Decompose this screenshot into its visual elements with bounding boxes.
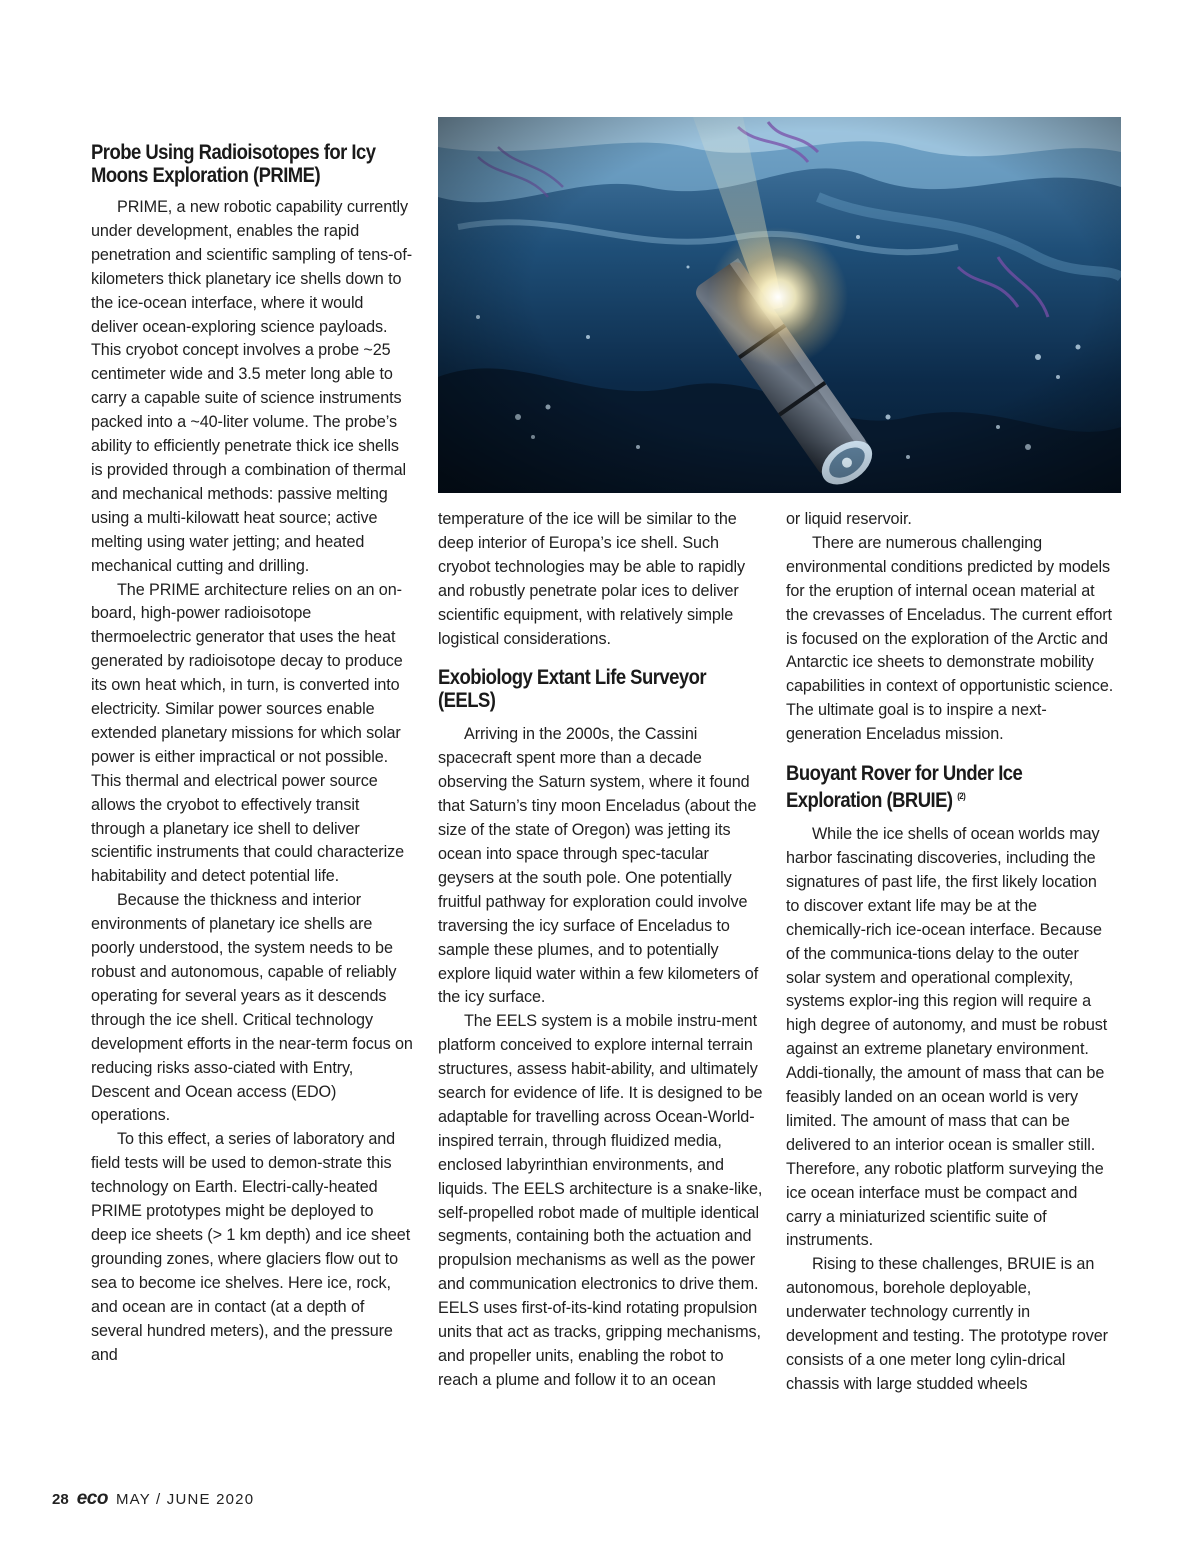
heading-eels: Exobiology Extant Life Surveyor (EELS) [438, 666, 707, 713]
column-1 [91, 141, 413, 1367]
page-footer [52, 1488, 254, 1510]
paragraph: Rising to these challenges, BRUIE is an autonomous, borehole deployable, underwater technology currently in development and testing. The prototype rover consists of a one meter long cylin-drical chassis with large studded wheels [786, 1255, 1108, 1393]
page-number: 28 [52, 1491, 69, 1508]
paragraph: temperature of the ice will be similar to the deep interior of Europa’s ice shell. Such cryobot technologies may be able to rapidly and robustly penetrate polar ices to deliver scientific equipment, with relatively simple logistical considerations. [438, 510, 746, 648]
paragraph: The EELS system is a mobile instru-ment platform conceived to explore internal terrain structures, assess habit-ability, and ultimately search for evidence of life. It is designed to be adaptable for travelling across Ocean-World-inspired terrain, through fluidized media, enclosed labyrinthian environments, and liquids. The EELS architecture is a snake-like, self-propelled robot made of multiple identical segments, containing both the actuation and propulsion mechanisms as well as the power and communication electronics to drive them. EELS uses first-of-its-kind rotating propulsion units that act as tracks, gripping mechanisms, and propeller units, enabling the robot to reach a plume and follow it to an ocean [438, 1012, 763, 1389]
hero-illustration-cryobot [438, 117, 1121, 493]
paragraph: There are numerous challenging environmental conditions predicted by models for the eruption of internal ocean material at the crevasses of Enceladus. The current effort is focused on the exploration of the Arctic and Antarctic ice sheets to demonstrate mobility capabilities in context of opportunistic science. The ultimate goal is to inspire a next-generation Enceladus mission. [786, 533, 1114, 744]
magazine-logo: eco [76, 1488, 108, 1509]
paragraph: While the ice shells of ocean worlds may harbor fascinating discoveries, including the signatures of past life, the first likely location to discover extant life may be at the chemically-rich ice-ocean interface. Because of the communica-tions delay to the outer solar system and operational complexity, systems explor-ing this region will require a high degree of autonomy, and must be robust against an extreme planetary environment. Addi-tionally, the amount of mass that can be feasibly landed on an ocean world is very limited. The amount of mass that can be delivered to an interior ocean is smaller still. Therefore, any robotic platform surveying the ice ocean interface must be compact and carry a miniaturized scientific suite of instruments. [786, 825, 1108, 1250]
paragraph: or liquid reservoir. [786, 510, 912, 528]
paragraph: PRIME, a new robotic capability currently under development, enables the rapid penetration and scientific sampling of tens-of-kilometers thick planetary ice shells down to the ice-ocean interface, where it would deliver ocean-exploring science payloads. This cryobot concept involves a probe ~25 centimeter wide and 3.5 meter long able to carry a capable suite of science instruments packed into a ~40-liter volume. The probe’s ability to efficiently penetrate thick ice shells is provided through a combination of thermal and mechanical methods: passive melting using a multi-kilowatt heat source; active melting using water jetting; and heated mechanical cutting and drilling. [91, 198, 413, 575]
column-2 [438, 508, 764, 1393]
heading-bruie-text: Buoyant Rover for Under Ice Exploration (BRUIE) [786, 762, 1023, 813]
paragraph: The PRIME architecture relies on an on-board, high-power radioisotope thermoelectric generator that uses the heat generated by radioisotope decay to produce its own heat which, in turn, is converted into electricity. Similar power sources enable extended planetary missions for which solar power is either impractical or not possible. This thermal and electrical power source allows the cryobot to effectively transit through a planetary ice shell to deliver scientific instruments that could characterize habitability and detect potential life. [91, 580, 404, 886]
heading-prime: Probe Using Radioisotopes for Icy Moons Exploration (PRIME) [91, 141, 376, 187]
column-3 [786, 508, 1114, 1397]
reference-marker: (2) [957, 791, 966, 802]
paragraph: Because the thickness and interior environments of planetary ice shells are poorly understood, the system needs to be robust and autonomous, capable of reliably operating for several years as it descends through the ice shell. Critical technology development efforts in the near-term focus on reducing risks asso-ciated with Entry, Descent and Ocean access (EDO) operations. [91, 891, 413, 1125]
heading-bruie [786, 762, 1112, 812]
paragraph: Arriving in the 2000s, the Cassini spacecraft spent more than a decade observing the Saturn system, where it found that Saturn’s tiny moon Enceladus (about the size of the state of Oregon) was jetting its ocean into space through spec-tacular geysers at the south pole. One potentially fruitful pathway for exploration could involve traversing the icy surface of Enceladus to sample these plumes, and to potentially explore liquid water within a few kilometers of the icy surface. [438, 725, 759, 1007]
paragraph: To this effect, a series of laboratory and field tests will be used to demon-strate this technology on Earth. Electri-cally-heated PRIME prototypes might be deployed to deep ice sheets (> 1 km depth) and ice sheet grounding zones, where glaciers flow out to sea to become ice shelves. Here ice, rock, and ocean are in contact (at a depth of several hundred meters), and the pressure and [91, 1130, 411, 1364]
issue-date: MAY / JUNE 2020 [115, 1491, 255, 1508]
cryobot-artwork [438, 117, 1121, 493]
